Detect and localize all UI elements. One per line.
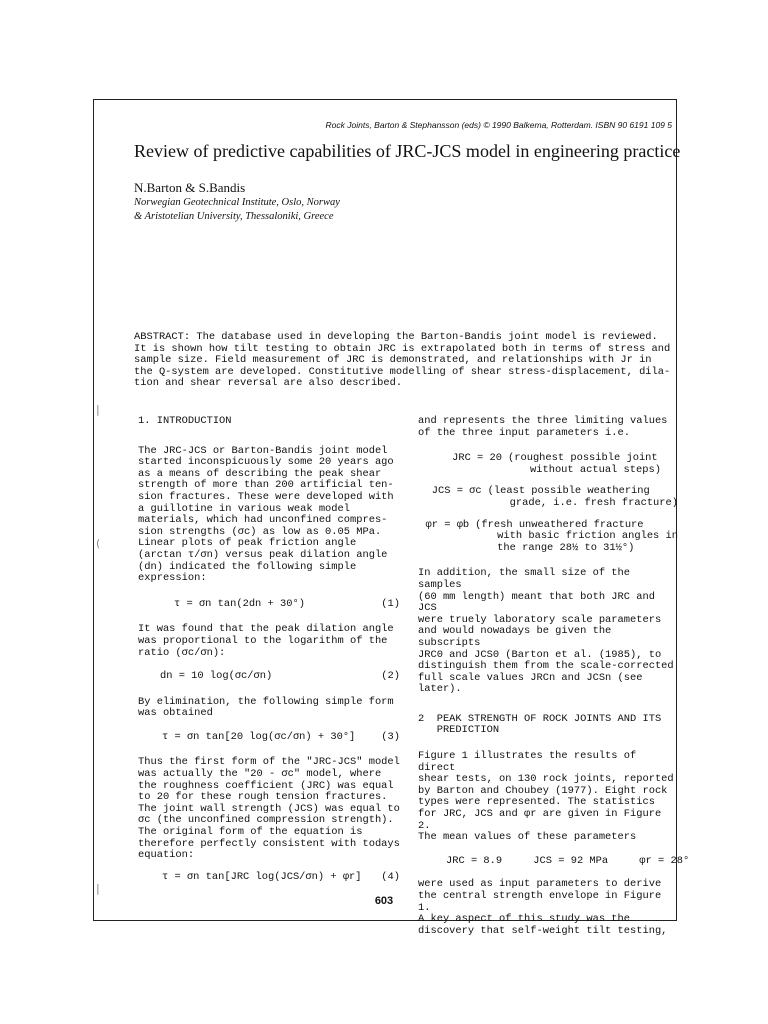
text-line: a guillotine in various weak model <box>138 502 351 515</box>
text-line: (arctan τ/σn) versus peak dilation angle <box>138 548 388 561</box>
definition-text <box>488 486 678 509</box>
paragraph <box>138 624 402 659</box>
text-line: materials, which had unconfined compres- <box>138 514 388 527</box>
text-line: was actually the "20 - σc" model, where <box>138 768 382 781</box>
equation-4 <box>138 872 402 884</box>
page-number: 603 <box>374 895 394 907</box>
text-line: (least possible weathering <box>487 485 650 498</box>
heading-line: PREDICTION <box>418 724 500 737</box>
text-line: and represents the three limiting values <box>418 415 668 427</box>
text-line: later). <box>418 683 462 696</box>
paragraph <box>138 446 402 585</box>
abstract-line: the Q-system are developed. Constitutive modelling of shear stress-displacement, dila- <box>134 365 671 378</box>
text-line: discovery that self-weight tilt testing, <box>418 924 668 937</box>
equation-number: (1) <box>381 597 400 610</box>
text-line: the roughness coefficient (JRC) was equal <box>138 779 394 792</box>
text-line: was proportional to the logarithm of the <box>138 634 388 647</box>
right-column <box>418 415 690 937</box>
abstract-line: tion and shear reversal are also described. <box>134 377 403 390</box>
text-line: without actual steps) <box>530 463 661 476</box>
paragraph <box>418 751 678 844</box>
text-line: were truely laboratory scale parameters <box>418 613 662 626</box>
equation-expression: dn = 10 log(σc/σn) <box>160 670 273 683</box>
text-line: It was found that the peak dilation angle <box>138 623 394 636</box>
affiliation-line-2: & Aristotelian University, Thessaloniki, Greece <box>134 211 334 222</box>
equation-1 <box>138 599 402 611</box>
text-line: The original form of the equation is <box>138 826 363 839</box>
text-line: By elimination, the following simple form <box>138 695 394 708</box>
text-line: Figure 1 illustrates the results of direct <box>418 750 637 774</box>
text-line: equation: <box>138 849 195 862</box>
text-line: sion strengths (σc) as low as 0.05 MPa. <box>138 525 382 538</box>
text-line: distinguish them from the scale-corrected <box>418 660 674 673</box>
text-line: The JRC-JCS or Barton-Bandis joint model <box>138 444 388 457</box>
text-line: JRC0 and JCS0 (Barton et al. (1985), to <box>418 648 662 661</box>
definition-term: JCS = σc <box>431 485 482 498</box>
text-line: were used as input parameters to derive <box>418 878 662 891</box>
text-line: Thus the first form of the "JRC-JCS" model <box>138 756 400 769</box>
section-heading-introduction: 1. INTRODUCTION <box>138 415 232 427</box>
text-line: of the three input parameters i.e. <box>418 426 631 439</box>
text-line: therefore perfectly consistent with todays <box>138 837 400 850</box>
text-line: with basic friction angles in <box>497 530 678 543</box>
definition-jrc <box>418 453 678 476</box>
text-line: (dn) indicated the following simple <box>138 560 357 573</box>
citation-header: Rock Joints, Barton & Stephansson (eds) © 1990 Balkema, Rotterdam. ISBN 90 6191 109 5 <box>325 120 672 130</box>
text-line: and would nowadays be given the subscripts <box>418 625 612 649</box>
text-line: A key aspect of this study was the <box>418 913 631 926</box>
abstract-line: ABSTRACT: The database used in developing the Barton-Bandis joint model is reviewed. <box>134 331 658 343</box>
text-line: (60 mm length) meant that both JRC and JCS <box>418 590 655 615</box>
text-line: The mean values of these parameters <box>418 831 637 844</box>
paragraph <box>418 416 678 439</box>
text-line: (roughest possible joint <box>508 452 658 465</box>
paper-title: Review of predictive capabilities of JRC-JCS model in engineering practice <box>134 141 681 161</box>
mean-values-line: JRC = 8.9 JCS = 92 MPa φr = 28° <box>446 854 690 867</box>
equation-expression: τ = σn tan[JRC log(JCS/σn) + φr] <box>162 870 362 883</box>
text-line: the central strength envelope in Figure 1. <box>418 890 662 914</box>
paragraph <box>138 697 402 720</box>
abstract-line: sample size. Field measurement of JRC is demonstrated, and relationships with Jr in <box>134 354 652 367</box>
text-line: types were represented. The statistics <box>418 796 655 809</box>
text-line: expression: <box>138 572 207 585</box>
definition-phi-r <box>418 520 678 555</box>
text-line: by Barton and Choubey (1977). Eight rock <box>418 784 668 797</box>
definition-text <box>508 453 661 476</box>
section-heading-peak-strength <box>418 714 678 737</box>
paragraph <box>418 879 678 937</box>
text-line: the range 28½ to 31½°) <box>497 541 635 554</box>
equation-3 <box>138 732 402 744</box>
equation-2 <box>138 671 402 683</box>
paragraph <box>418 568 678 696</box>
text-line: ratio (σc/σn): <box>138 646 226 659</box>
paragraph <box>138 757 402 861</box>
text-line: shear tests, on 130 rock joints, reported <box>418 773 674 786</box>
text-line: full scale values JRCn and JCSn (see <box>418 671 643 684</box>
text-line: to 20 for these rough tension fractures. <box>138 791 388 804</box>
text-line: started inconspicuously some 20 years ago <box>138 456 394 469</box>
text-line: strength of more than 200 artificial ten- <box>138 479 394 492</box>
affiliation-line-1: Norwegian Geotechnical Institute, Oslo, Norway <box>134 197 340 208</box>
equation-expression: τ = σn tan[20 log(σc/σn) + 30°] <box>162 730 356 743</box>
text-line: sion fractures. These were developed with <box>138 490 394 503</box>
left-column <box>138 416 402 883</box>
scan-mark: ( <box>96 537 101 550</box>
text-line: σc (the unconfined compression strength). <box>138 814 394 827</box>
text-line: was obtained <box>138 707 213 720</box>
definition-term: φr = φb <box>425 518 470 531</box>
abstract <box>134 332 674 390</box>
definition-jcs <box>418 486 678 509</box>
scan-mark: | <box>96 882 100 895</box>
text-line: The joint wall strength (JCS) was equal to <box>138 802 400 815</box>
equation-number: (3) <box>381 730 400 743</box>
scan-mark: | <box>96 403 100 416</box>
equation-number: (4) <box>381 870 400 883</box>
definition-term: JRC = 20 <box>452 452 502 465</box>
heading-line: 2 PEAK STRENGTH OF ROCK JOINTS AND ITS <box>418 712 662 725</box>
paper-authors: N.Barton & S.Bandis <box>134 180 246 195</box>
definition-text <box>475 520 678 555</box>
abstract-line: It is shown how tilt testing to obtain JRC is extrapolated both in terms of stress and <box>134 342 671 355</box>
text-line: In addition, the small size of the samples <box>418 567 631 591</box>
text-line: Linear plots of peak friction angle <box>138 537 357 550</box>
equation-number: (2) <box>381 670 400 683</box>
text-line: grade, i.e. fresh fracture) <box>509 496 678 509</box>
equation-expression: τ = σn tan(2dn + 30°) <box>174 597 305 610</box>
text-line: for JRC, JCS and φr are given in Figure 2. <box>418 808 662 832</box>
text-line: (fresh unweathered fracture <box>475 518 644 531</box>
text-line: as a means of describing the peak shear <box>138 467 382 480</box>
